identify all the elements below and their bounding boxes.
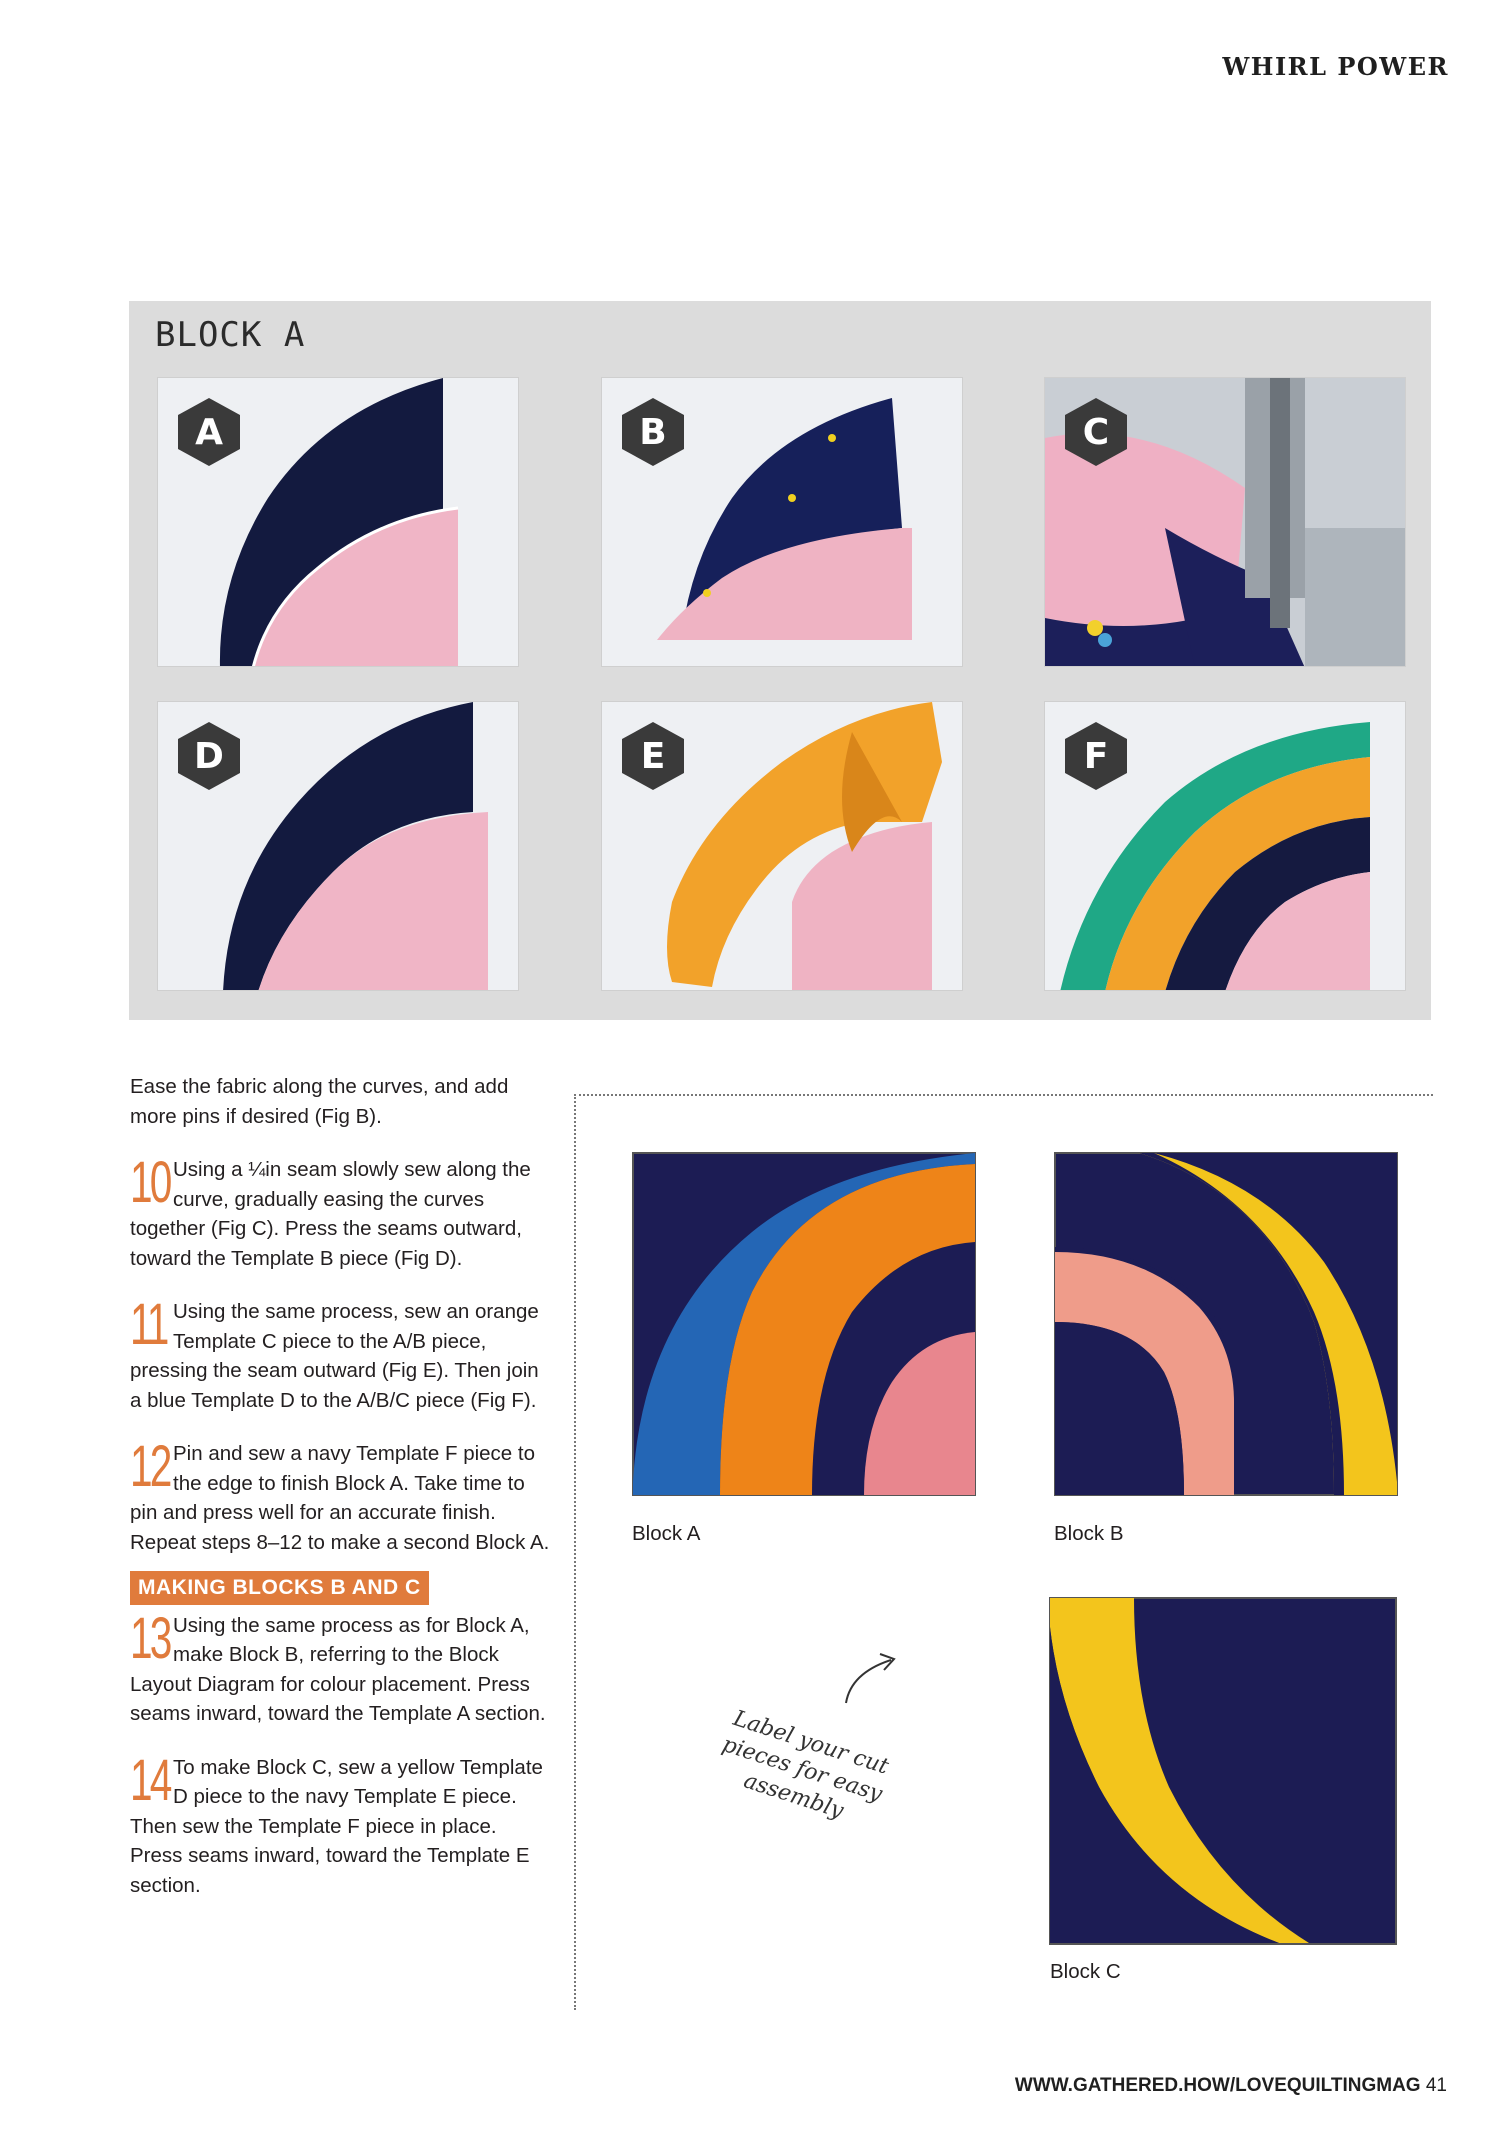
block-c-diagram <box>1049 1597 1397 1950</box>
photo-fig-f <box>1044 701 1406 991</box>
photo-fig-e <box>601 701 963 991</box>
instructions-column <box>130 1072 550 1924</box>
curved-arrow-icon <box>836 1648 906 1708</box>
block-a-diagram <box>632 1152 976 1501</box>
photo-fig-b <box>601 377 963 667</box>
step-number: 10 <box>130 1150 170 1215</box>
block-a-label: Block A <box>632 1522 701 1545</box>
step-text: Pin and sew a navy Template F piece to the edge to finish Block A. Take time to pin and press well for an accurate finish. Repeat steps 8–12 to make a second Block A. <box>130 1442 550 1554</box>
step-13 <box>130 1605 550 1729</box>
intro-paragraph: Ease the fabric along the curves, and add more pins if desired (Fig B). <box>130 1075 509 1128</box>
block-b-diagram <box>1054 1152 1398 1501</box>
step-14 <box>130 1747 550 1901</box>
photo-fig-c <box>1044 377 1406 667</box>
badge-a: A <box>176 396 242 468</box>
handwritten-note: Label your cut pieces for easy assembly <box>719 1706 892 1824</box>
page-header-title: WHIRL POWER <box>1222 52 1449 81</box>
step-number: 14 <box>130 1747 170 1813</box>
section-heading: MAKING BLOCKS B AND C <box>130 1571 429 1605</box>
page-number: 41 <box>1425 2075 1447 2096</box>
footer-url: WWW.GATHERED.HOW/LOVEQUILTINGMAG <box>1014 2075 1421 2096</box>
step-10 <box>130 1150 550 1273</box>
block-b-label: Block B <box>1054 1522 1124 1545</box>
block-c-label: Block C <box>1050 1960 1121 1983</box>
step-text: Using the same process, sew an orange Template C piece to the A/B piece, pressing the seam outward (Fig E). Then join a blue Template D to the A/B/C piece (Fig F). <box>130 1300 539 1412</box>
step-text: Using a ¼in seam slowly sew along the curve, gradually easing the curves together (Fig C). Press the seams outward, toward the Template B piece (Fig D). <box>130 1158 531 1270</box>
block-c-svg <box>1049 1597 1397 1945</box>
step-12 <box>130 1434 550 1557</box>
block-a-photo-panel <box>129 301 1431 1020</box>
photo-fig-a <box>157 377 519 667</box>
badge-d: D <box>176 720 242 792</box>
page-footer <box>1015 2075 1447 2097</box>
step-number: 12 <box>130 1434 170 1499</box>
step-number: 11 <box>130 1292 167 1357</box>
photo-fig-d <box>157 701 519 991</box>
step-text: To make Block C, sew a yellow Template D piece to the navy Template E piece. Then sew the Template F piece in place. Press seams inward, toward the Template E section. <box>130 1755 543 1897</box>
badge-f: F <box>1063 720 1129 792</box>
step-number: 13 <box>130 1605 170 1671</box>
column-divider-vertical <box>574 1094 576 2010</box>
block-a-svg <box>632 1152 976 1496</box>
badge-c: C <box>1063 396 1129 468</box>
panel-title: BLOCK A <box>155 315 306 355</box>
block-b-svg <box>1054 1152 1398 1496</box>
badge-e: E <box>620 720 686 792</box>
step-11 <box>130 1292 550 1415</box>
badge-b: B <box>620 396 686 468</box>
step-text: Using the same process as for Block A, make Block B, referring to the Block Layout Diagram for colour placement. Press seams inward, toward the Template A section. <box>130 1613 546 1725</box>
column-divider-horizontal <box>574 1094 1433 1096</box>
